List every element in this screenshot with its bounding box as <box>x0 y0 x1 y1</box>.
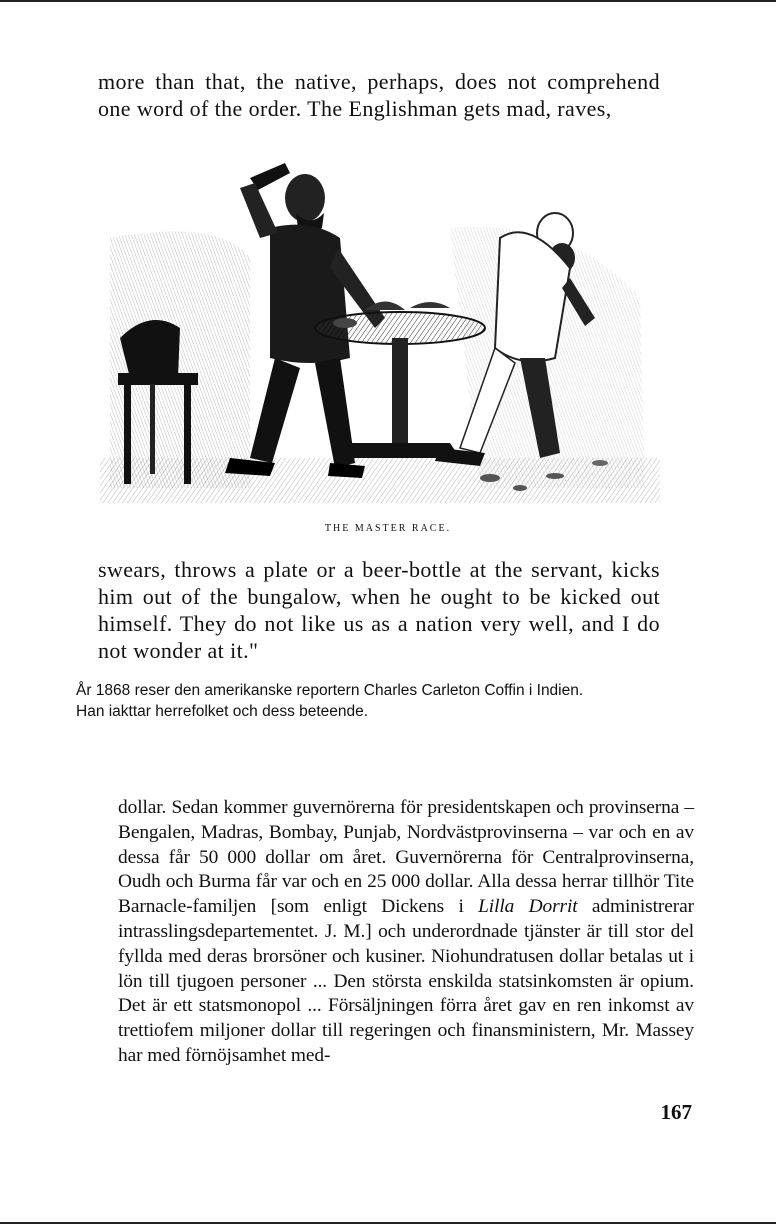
swedish-caption-line2: Han iakttar herrefolket och dess beteende. <box>76 703 369 720</box>
body-text-part2: administrerar intrasslingsdepartementet. J. M.] och underordnade tjänster är till stor del fyllda med deras brorsöner och kusiner. Niohundratusen dollar betalas ut i lön till tjugoen personer ... Den största enskilda statsinkomsten är opium. Det är ett statsmonopol ... Försäljningen förra året gav en ren inkomst av trettiofem miljoner dollar till regeringen och finansministern, Mr. Massey har med förnöjsamhet med- <box>118 896 695 1066</box>
book-excerpt-bottom: swears, throws a plate or a beer-bottle at the servant, kicks him out of the bungalow, when he ought to be kicked out himself. They do not like us as a nation very well, and I do not wonder at it." <box>98 557 660 663</box>
book-excerpt-top: more than that, the native, perhaps, does not comprehend one word of the order. The Englishman gets mad, raves, <box>98 69 660 121</box>
page-number: 167 <box>660 1100 692 1124</box>
engraving-master-and-servant-icon <box>100 158 660 518</box>
plate-caption: THE MASTER RACE. <box>324 523 452 534</box>
bottom-border-rule <box>0 1222 776 1224</box>
engraving-illustration <box>100 158 660 518</box>
top-border-rule <box>0 0 776 2</box>
book-title-italic: Lilla Dorrit <box>478 896 578 918</box>
swedish-caption-line1: År 1868 reser den amerikanske reportern Charles Carleton Coffin i Indien. <box>76 682 584 699</box>
swedish-caption <box>76 680 700 722</box>
body-text-part1: dollar. Sedan kommer guvernörerna för presidentskapen och provinserna – Bengalen, Madras, Bombay, Punjab, Nordvästprovinserna – var och en av dessa får 50 000 dollar om året. Guvernörerna för Centralprovinserna, Oudh och Burma får var och en 25 000 dollar. Alla dessa herrar tillhör Tite Barnacle-familjen [som enligt Dickens i <box>118 797 694 918</box>
swedish-body-text <box>118 796 694 1069</box>
